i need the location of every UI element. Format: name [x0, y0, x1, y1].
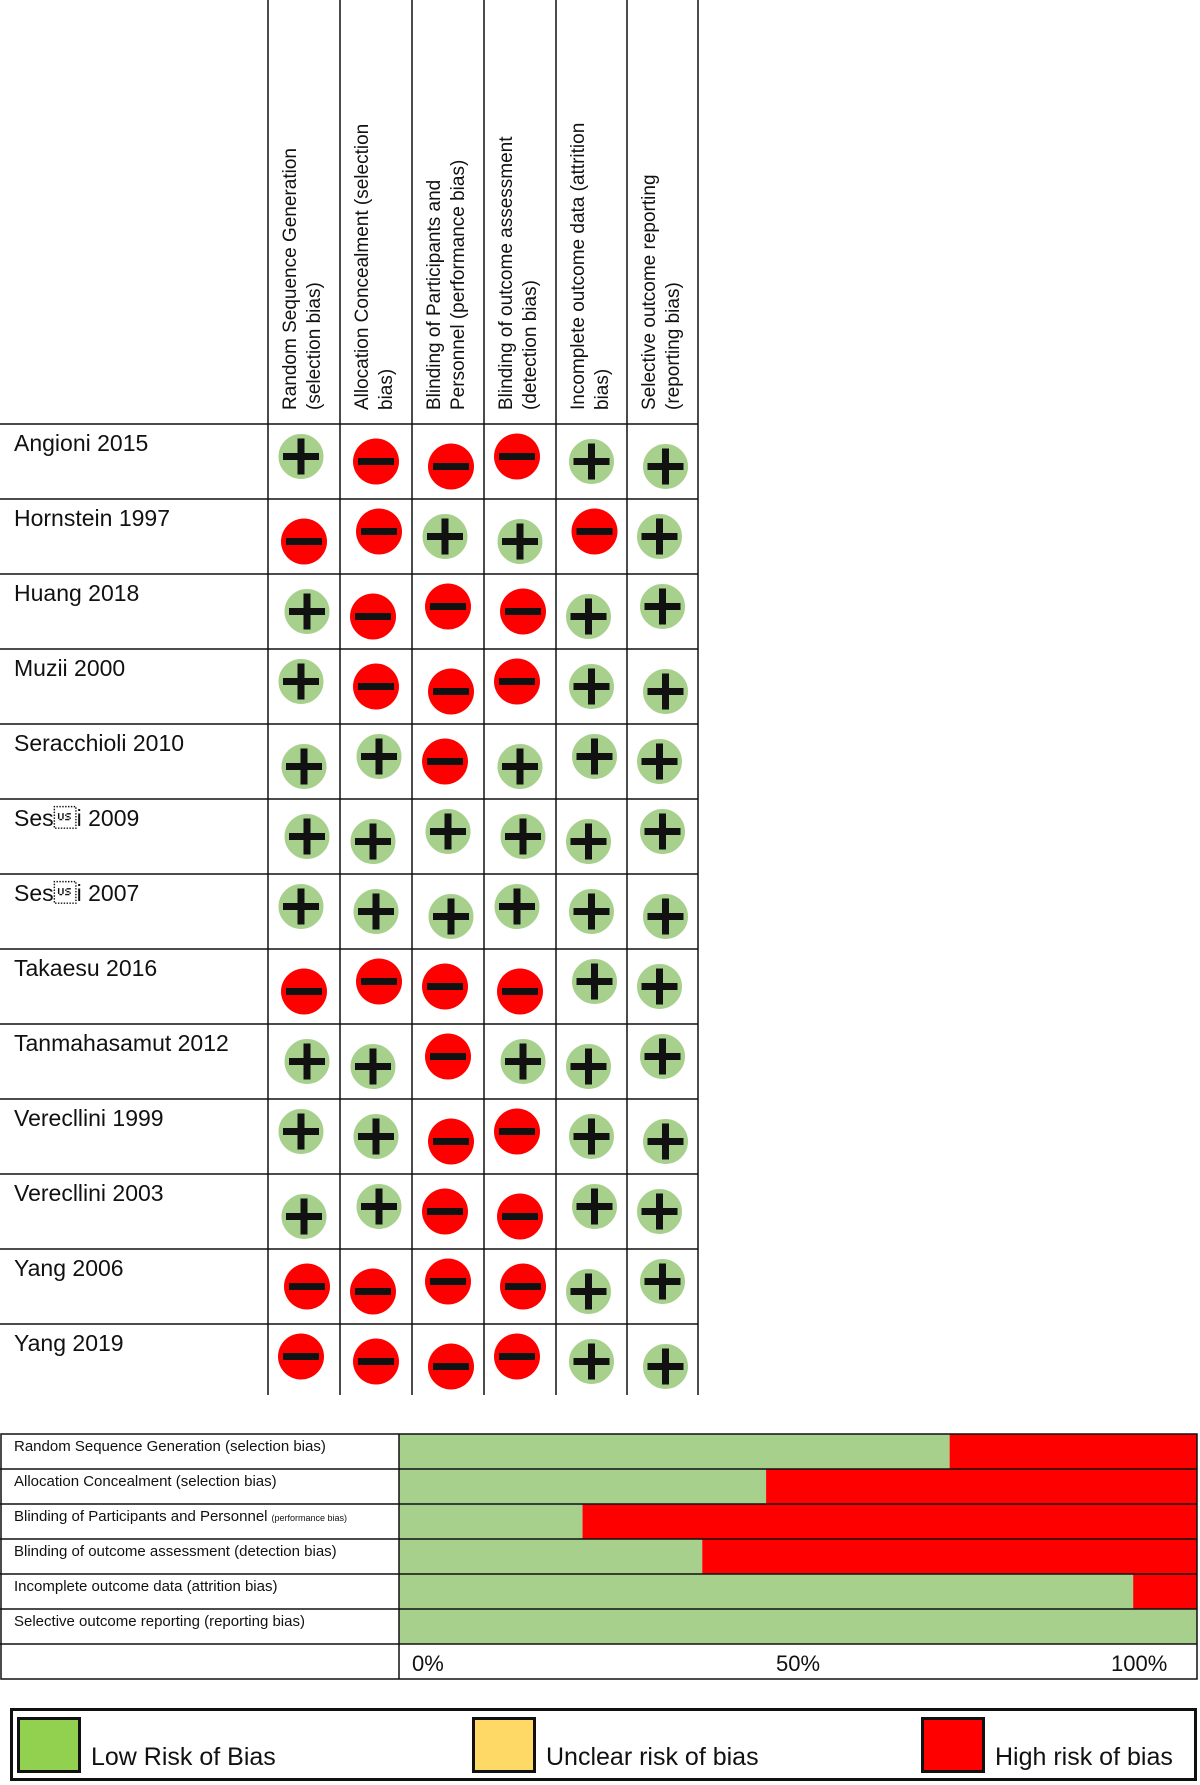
x-tick-label: 50% [776, 1651, 821, 1676]
high-risk-mark [425, 1034, 471, 1080]
legend [10, 1708, 1197, 1781]
low-risk-mark [566, 819, 612, 865]
legend-label-unclear: Unclear risk of bias [546, 1743, 759, 1771]
low-risk-mark [569, 664, 615, 710]
bar-low-risk [399, 1539, 702, 1574]
low-risk-mark [637, 739, 683, 785]
low-risk-mark [500, 1039, 546, 1085]
low-risk-mark [356, 1184, 402, 1230]
high-risk-mark [497, 1194, 543, 1240]
bar-category-label: Blinding of outcome assessment (detection bias) [14, 1543, 337, 1560]
high-risk-mark [494, 1334, 540, 1380]
column-header: Blinding of outcome assessment (detection bias) [496, 136, 541, 410]
low-risk-mark [284, 814, 330, 860]
x-tick-label: 100% [1111, 1651, 1168, 1676]
low-risk-mark [422, 514, 468, 560]
low-risk-mark [566, 594, 612, 640]
low-risk-mark [640, 809, 686, 855]
high-risk-mark [356, 959, 402, 1005]
low-risk-mark [643, 1119, 689, 1165]
low-risk-mark [353, 889, 399, 935]
study-label: Takaesu 2016 [14, 955, 158, 981]
column-header: Blinding of Participants and Personnel (performance bias) [424, 159, 469, 410]
low-risk-mark [497, 744, 543, 790]
bar-low-risk [399, 1609, 1197, 1644]
low-risk-mark [425, 809, 471, 855]
bar-category-label: Incomplete outcome data (attrition bias) [14, 1578, 278, 1595]
high-risk-mark [350, 594, 396, 640]
low-risk-mark [278, 884, 324, 930]
high-risk-mark [500, 589, 546, 635]
high-risk-mark [500, 1264, 546, 1310]
high-risk-mark [428, 444, 474, 490]
low-risk-mark [566, 1269, 612, 1315]
high-risk-mark [494, 659, 540, 705]
low-risk-mark [281, 1194, 327, 1240]
low-risk-mark [637, 964, 683, 1010]
low-risk-mark [278, 434, 324, 480]
high-risk-mark [350, 1269, 396, 1315]
high-risk-mark [428, 669, 474, 715]
low-risk-mark [643, 1344, 689, 1390]
high-risk-mark [284, 1264, 330, 1310]
low-risk-mark [569, 1114, 615, 1160]
high-risk-mark [497, 969, 543, 1015]
low-risk-mark [284, 1039, 330, 1085]
study-label: Seracchioli 2010 [14, 730, 185, 756]
legend-swatch-high [921, 1717, 985, 1773]
bar-category-label: Random Sequence Generation (selection bias) [14, 1438, 326, 1455]
low-risk-mark [572, 734, 618, 780]
low-risk-mark [643, 669, 689, 715]
high-risk-mark [422, 739, 468, 785]
high-risk-mark [425, 584, 471, 630]
low-risk-mark [281, 744, 327, 790]
column-header: Allocation Concealment (selection bias) [352, 123, 397, 410]
high-risk-mark [428, 1344, 474, 1390]
column-header: Random Sequence Generation (selection bias) [280, 148, 325, 410]
high-risk-mark [281, 519, 327, 565]
study-label: Huang 2018 [14, 580, 140, 606]
study-label: Yang 2006 [14, 1255, 124, 1281]
low-risk-mark [643, 894, 689, 940]
low-risk-mark [278, 659, 324, 705]
high-risk-mark [494, 434, 540, 480]
legend-label-high: High risk of bias [995, 1743, 1173, 1771]
study-label: Verecllini 2003 [14, 1180, 164, 1206]
high-risk-mark [425, 1259, 471, 1305]
low-risk-mark [637, 514, 683, 560]
low-risk-mark [569, 1339, 615, 1385]
low-risk-mark [284, 589, 330, 635]
high-risk-mark [572, 509, 618, 555]
high-risk-mark [353, 439, 399, 485]
bar-low-risk [399, 1504, 583, 1539]
column-header: Selective outcome reporting (reporting bias) [639, 174, 684, 410]
low-risk-mark [494, 884, 540, 930]
low-risk-mark [350, 1044, 396, 1090]
low-risk-mark [497, 519, 543, 565]
bar-low-risk [399, 1574, 1133, 1609]
low-risk-mark [569, 439, 615, 485]
bar-category-label: Allocation Concealment (selection bias) [14, 1473, 277, 1490]
x-tick-label: 0% [412, 1651, 444, 1676]
bar-high-risk [702, 1539, 1197, 1574]
low-risk-mark [637, 1189, 683, 1235]
study-label: Ses i 2009 [14, 805, 140, 831]
bar-high-risk [766, 1469, 1197, 1504]
low-risk-mark [572, 959, 618, 1005]
low-risk-mark [428, 894, 474, 940]
low-risk-mark [640, 584, 686, 630]
bar-high-risk [1133, 1574, 1197, 1609]
high-risk-mark [353, 664, 399, 710]
high-risk-mark [494, 1109, 540, 1155]
low-risk-mark [640, 1034, 686, 1080]
legend-label-low: Low Risk of Bias [91, 1743, 276, 1771]
study-label: Tanmahasamut 2012 [14, 1030, 229, 1056]
bar-category-label: Blinding of Participants and Personnel (performance bias) [14, 1508, 348, 1525]
high-risk-mark [356, 509, 402, 555]
risk-of-bias-bar-chart [0, 1432, 1200, 1684]
legend-swatch-low [17, 1717, 81, 1773]
bar-low-risk [399, 1469, 766, 1504]
low-risk-mark [278, 1109, 324, 1155]
study-label: Angioni 2015 [14, 430, 149, 456]
column-header: Incomplete outcome data (attrition bias) [568, 122, 613, 410]
low-risk-mark [640, 1259, 686, 1305]
low-risk-mark [569, 889, 615, 935]
study-label: Ses i 2007 [14, 880, 140, 906]
legend-swatch-unclear [472, 1717, 536, 1773]
high-risk-mark [428, 1119, 474, 1165]
high-risk-mark [281, 969, 327, 1015]
high-risk-mark [422, 1189, 468, 1235]
high-risk-mark [353, 1339, 399, 1385]
bar-low-risk [399, 1434, 950, 1469]
bar-category-label: Selective outcome reporting (reporting bias) [14, 1613, 305, 1630]
low-risk-mark [566, 1044, 612, 1090]
study-label: Hornstein 1997 [14, 505, 170, 531]
bar-high-risk [950, 1434, 1197, 1469]
low-risk-mark [356, 734, 402, 780]
study-label: Yang 2019 [14, 1330, 124, 1356]
low-risk-mark [500, 814, 546, 860]
low-risk-mark [353, 1114, 399, 1160]
high-risk-mark [278, 1334, 324, 1380]
low-risk-mark [643, 444, 689, 490]
low-risk-mark [572, 1184, 618, 1230]
bar-high-risk [583, 1504, 1197, 1539]
low-risk-mark [350, 819, 396, 865]
high-risk-mark [422, 964, 468, 1010]
study-label: Verecllini 1999 [14, 1105, 164, 1131]
study-label: Muzii 2000 [14, 655, 126, 681]
